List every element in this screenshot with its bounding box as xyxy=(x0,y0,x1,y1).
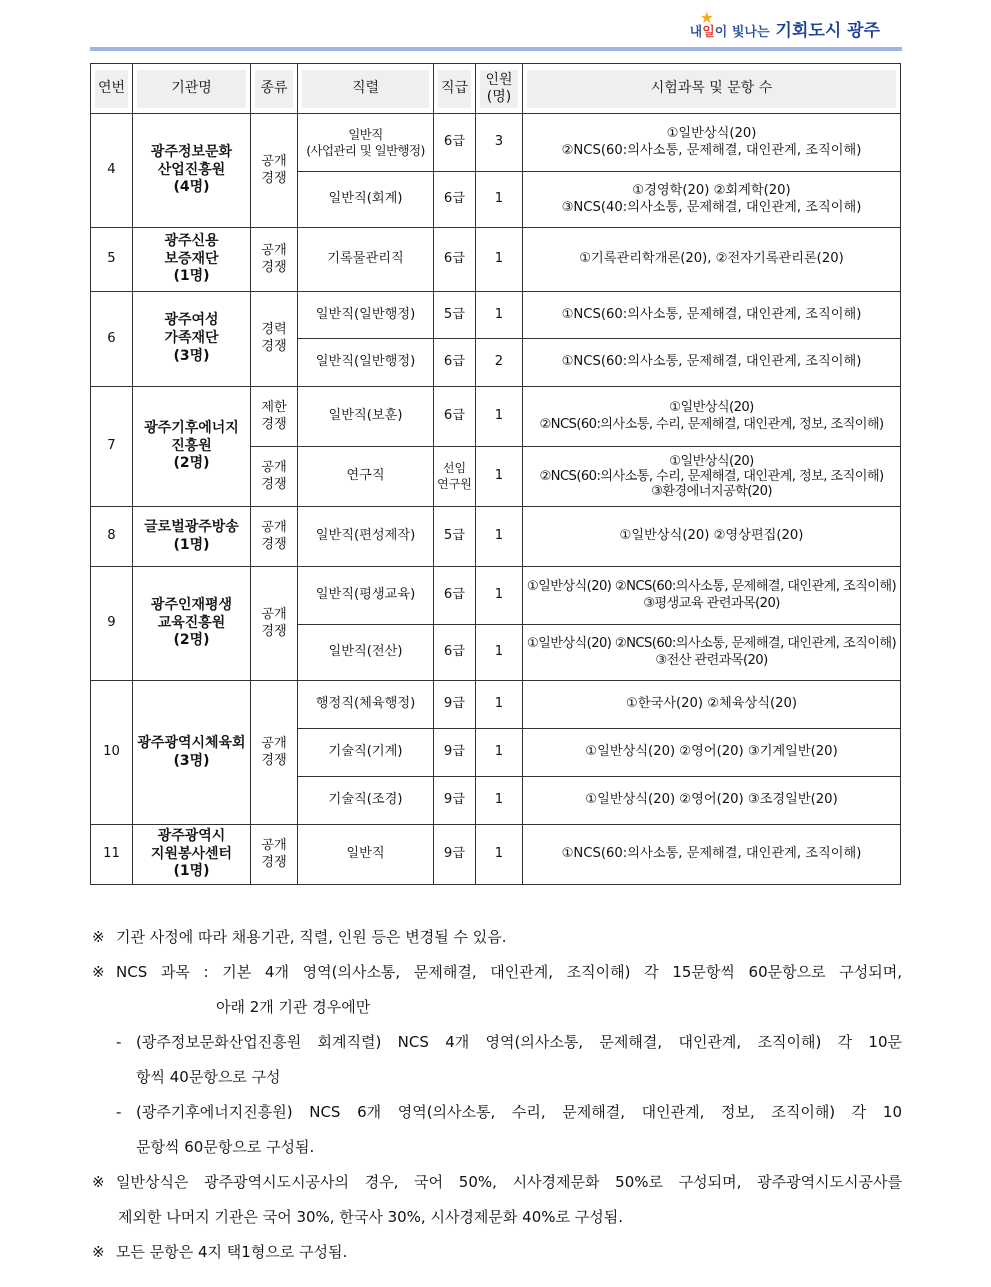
cell-count: 1 xyxy=(476,172,523,228)
header-cell-grade: 직급 xyxy=(434,64,476,114)
cell-series: 행정직(체육행정) xyxy=(298,681,434,729)
cell-type: 공개 경쟁 xyxy=(251,507,298,567)
cell-grade: 9급 xyxy=(434,777,476,825)
note-item-cont: 제외한 나머지 기관은 국어 30%, 한국사 30%, 시사경제문화 40%로 구성됨. xyxy=(118,1208,623,1226)
header-rule xyxy=(90,47,902,51)
cell-no: 7 xyxy=(91,387,133,507)
table-row xyxy=(91,681,901,729)
cell-grade: 9급 xyxy=(434,825,476,885)
table-row xyxy=(91,292,901,339)
cell-series: 일반직(평생교육) xyxy=(298,567,434,625)
cell-subjects: ①일반상식(20) ②NCS(60:의사소통, 문제해결, 대인관계, 조직이해) ③전산 관련과목(20) xyxy=(523,625,901,681)
table-row xyxy=(91,567,901,625)
cell-no: 4 xyxy=(91,114,133,228)
cell-subjects: ①일반상식(20) ②영어(20) ③조경일반(20) xyxy=(523,777,901,825)
recruitment-table xyxy=(90,63,901,885)
cell-no: 9 xyxy=(91,567,133,681)
note-item-cont: 아래 2개 기관 경우에만 xyxy=(216,998,371,1016)
cell-grade: 9급 xyxy=(434,729,476,777)
cell-series: 일반직(일반행정) xyxy=(298,339,434,387)
cell-series: 기술직(조경) xyxy=(298,777,434,825)
cell-subjects: ①경영학(20) ②회계학(20) ③NCS(40:의사소통, 문제해결, 대인관계, 조직이해) xyxy=(523,172,901,228)
cell-subjects: ①NCS(60:의사소통, 문제해결, 대인관계, 조직이해) xyxy=(523,292,901,339)
cell-count: 1 xyxy=(476,228,523,292)
cell-series: 일반직 xyxy=(298,825,434,885)
note-dash-item: - (광주정보문화산업진흥원 회계직렬) NCS 4개 영역(의사소통, 문제해결, 대인관계, 조직이해) 각 10문 xyxy=(116,1033,902,1051)
header-cell-series: 직렬 xyxy=(298,64,434,114)
cell-series: 기술직(기계) xyxy=(298,729,434,777)
cell-grade: 5급 xyxy=(434,507,476,567)
note-dash-cont: 항씩 40문항으로 구성 xyxy=(136,1068,281,1086)
cell-series: 일반직(회계) xyxy=(298,172,434,228)
cell-type: 공개 경쟁 xyxy=(251,114,298,228)
cell-grade: 5급 xyxy=(434,292,476,339)
cell-series: 연구직 xyxy=(298,447,434,507)
table-row xyxy=(91,228,901,292)
cell-series: 일반직(편성제작) xyxy=(298,507,434,567)
city-logo xyxy=(689,8,880,41)
logo-slogan: 내일이 빛나는 xyxy=(689,25,770,40)
cell-org: 광주인재평생 교육진흥원 (2명) xyxy=(133,567,251,681)
cell-type: 공개 경쟁 xyxy=(251,681,298,825)
cell-grade: 6급 xyxy=(434,114,476,172)
cell-type: 공개 경쟁 xyxy=(251,825,298,885)
cell-type: 공개 경쟁 xyxy=(251,228,298,292)
note-item: ※ NCS 과목 : 기본 4개 영역(의사소통, 문제해결, 대인관계, 조직이해) 각 15문항씩 60문항으로 구성되며, xyxy=(92,963,902,981)
cell-type: 제한 경쟁 xyxy=(251,387,298,447)
table-header-row xyxy=(91,64,901,114)
cell-count: 1 xyxy=(476,625,523,681)
cell-count: 1 xyxy=(476,447,523,507)
cell-grade: 6급 xyxy=(434,228,476,292)
notes-section xyxy=(92,920,902,1270)
cell-subjects: ①일반상식(20) ②영어(20) ③기계일반(20) xyxy=(523,729,901,777)
cell-type: 공개 경쟁 xyxy=(251,567,298,681)
cell-count: 1 xyxy=(476,292,523,339)
cell-grade: 6급 xyxy=(434,387,476,447)
note-dash-cont: 문항씩 60문항으로 구성됨. xyxy=(136,1138,315,1156)
cell-count: 1 xyxy=(476,567,523,625)
cell-type: 공개 경쟁 xyxy=(251,447,298,507)
cell-count: 1 xyxy=(476,507,523,567)
note-dash-item: - (광주기후에너지진흥원) NCS 6개 영역(의사소통, 수리, 문제해결, 대인관계, 정보, 조직이해) 각 10 xyxy=(116,1103,902,1121)
header-cell-no: 연번 xyxy=(91,64,133,114)
cell-subjects: ①일반상식(20) ②NCS(60:의사소통, 수리, 문제해결, 대인관계, 정보, 조직이해) xyxy=(523,387,901,447)
table-row xyxy=(91,825,901,885)
cell-subjects: ①일반상식(20) ②NCS(60:의사소통, 문제해결, 대인관계, 조직이해) xyxy=(523,114,901,172)
logo-brand: 기회도시 광주 xyxy=(775,21,880,41)
header-cell-type: 종류 xyxy=(251,64,298,114)
cell-subjects: ①한국사(20) ②체육상식(20) xyxy=(523,681,901,729)
cell-grade: 6급 xyxy=(434,172,476,228)
cell-subjects: ①일반상식(20) ②NCS(60:의사소통, 문제해결, 대인관계, 조직이해) ③평생교육 관련과목(20) xyxy=(523,567,901,625)
cell-series: 기록물관리직 xyxy=(298,228,434,292)
cell-series: 일반직(보훈) xyxy=(298,387,434,447)
cell-org: 광주광역시 지원봉사센터 (1명) xyxy=(133,825,251,885)
cell-subjects: ①기록관리학개론(20), ②전자기록관리론(20) xyxy=(523,228,901,292)
header-cell-count: 인원 (명) xyxy=(476,64,523,114)
cell-grade: 6급 xyxy=(434,339,476,387)
header-cell-org: 기관명 xyxy=(133,64,251,114)
cell-org: 광주정보문화 산업진흥원 (4명) xyxy=(133,114,251,228)
cell-grade: 6급 xyxy=(434,567,476,625)
cell-no: 10 xyxy=(91,681,133,825)
cell-subjects: ①NCS(60:의사소통, 문제해결, 대인관계, 조직이해) xyxy=(523,825,901,885)
cell-no: 11 xyxy=(91,825,133,885)
table-row xyxy=(91,387,901,447)
cell-subjects: ①NCS(60:의사소통, 문제해결, 대인관계, 조직이해) xyxy=(523,339,901,387)
cell-org: 광주신용 보증재단 (1명) xyxy=(133,228,251,292)
note-item: ※ 일반상식은 광주광역시도시공사의 경우, 국어 50%, 시사경제문화 50%로 구성되며, 광주광역시도시공사를 xyxy=(92,1173,902,1191)
cell-count: 1 xyxy=(476,825,523,885)
cell-no: 6 xyxy=(91,292,133,387)
cell-grade: 6급 xyxy=(434,625,476,681)
table-row xyxy=(91,507,901,567)
cell-type: 경력 경쟁 xyxy=(251,292,298,387)
table-row xyxy=(91,114,901,172)
note-item: ※ 기관 사정에 따라 채용기관, 직렬, 인원 등은 변경될 수 있음. xyxy=(92,928,507,946)
cell-org: 광주기후에너지 진흥원 (2명) xyxy=(133,387,251,507)
cell-no: 5 xyxy=(91,228,133,292)
cell-series: 일반직 (사업관리 및 일반행정) xyxy=(298,114,434,172)
cell-count: 1 xyxy=(476,681,523,729)
cell-count: 3 xyxy=(476,114,523,172)
cell-series: 일반직(일반행정) xyxy=(298,292,434,339)
cell-subjects: ①일반상식(20) ②영상편집(20) xyxy=(523,507,901,567)
header-cell-subjects: 시험과목 및 문항 수 xyxy=(523,64,901,114)
star-icon: ★ xyxy=(699,8,714,27)
cell-no: 8 xyxy=(91,507,133,567)
cell-grade: 선임 연구원 xyxy=(434,447,476,507)
cell-subjects: ①일반상식(20) ②NCS(60:의사소통, 수리, 문제해결, 대인관계, 정보, 조직이해) ③환경에너지공학(20) xyxy=(523,447,901,507)
cell-org: 광주광역시체육회 (3명) xyxy=(133,681,251,825)
cell-count: 1 xyxy=(476,729,523,777)
cell-grade: 9급 xyxy=(434,681,476,729)
note-item: ※ 모든 문항은 4지 택1형으로 구성됨. xyxy=(92,1243,348,1261)
cell-series: 일반직(전산) xyxy=(298,625,434,681)
cell-count: 1 xyxy=(476,387,523,447)
cell-count: 1 xyxy=(476,777,523,825)
cell-org: 글로벌광주방송 (1명) xyxy=(133,507,251,567)
cell-count: 2 xyxy=(476,339,523,387)
cell-org: 광주여성 가족재단 (3명) xyxy=(133,292,251,387)
